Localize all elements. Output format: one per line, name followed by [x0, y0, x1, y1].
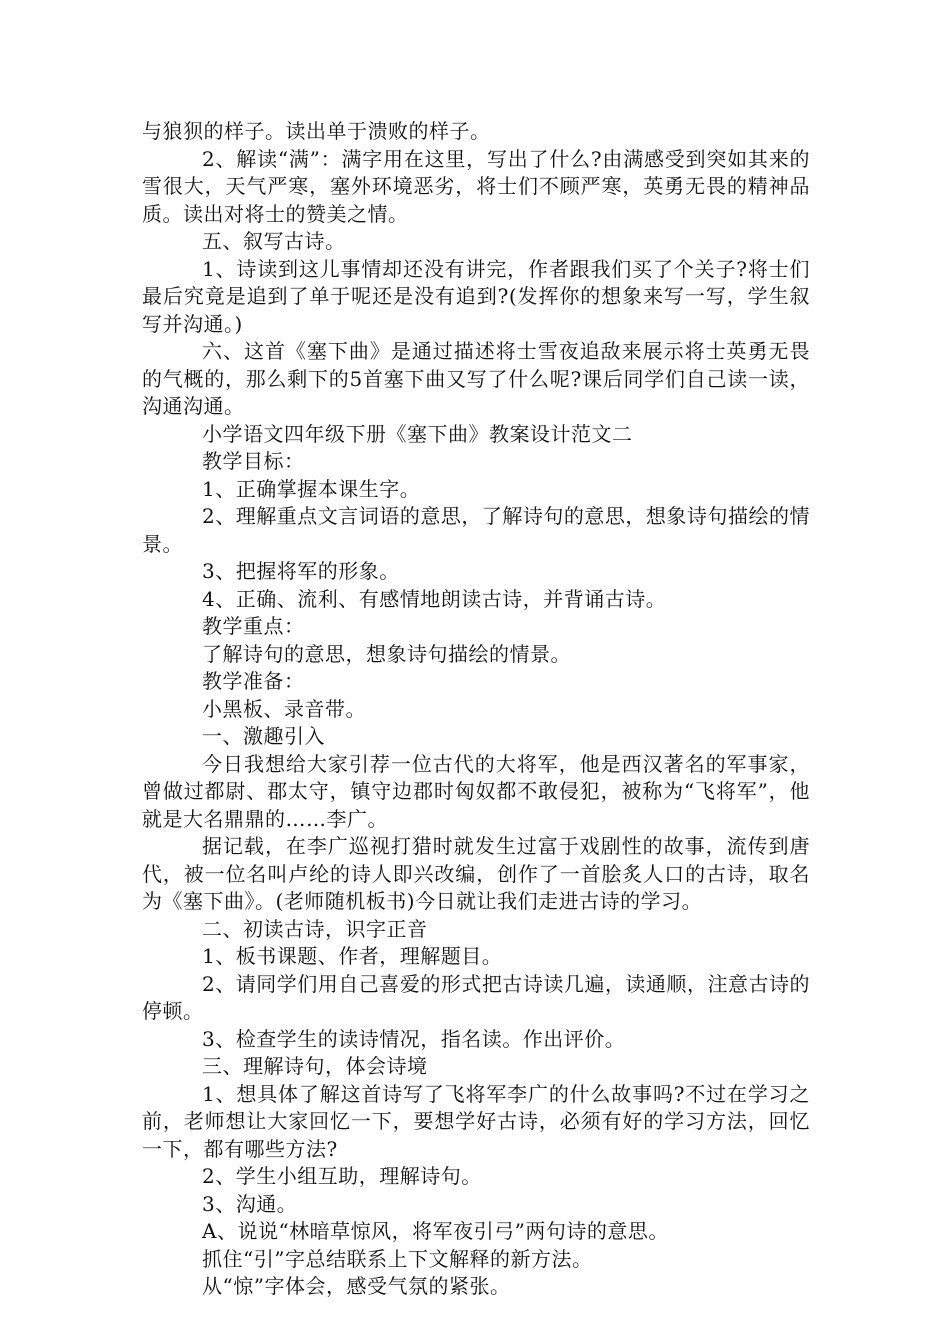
- paragraph: 今日我想给大家引荐一位古代的大将军，他是西汉著名的军事家，曾做过都尉、郡太守，镇守边郡时匈奴都不敢侵犯，被称为“飞将军”，他就是大名鼎鼎的……李广。: [142, 751, 810, 831]
- list-item: 2、理解重点文言词语的意思，了解诗句的意思，想象诗句描绘的情景。: [142, 504, 810, 556]
- list-item: 2、请同学们用自己喜爱的形式把古诗读几遍，读通顺，注意古诗的停顿。: [142, 971, 810, 1023]
- paragraph: 了解诗句的意思，想象诗句描绘的情景。: [202, 641, 571, 666]
- paragraph: 与狼狈的样子。读出单于溃败的样子。: [142, 119, 491, 143]
- list-item: 3、把握将军的形象。: [202, 559, 400, 583]
- paragraph: 从“惊”字体会，感受气氛的紧张。: [202, 1274, 511, 1298]
- section-heading: 教学目标：: [202, 449, 305, 473]
- paragraph: 小黑板、录音带。: [202, 696, 366, 721]
- list-item: 4、正确、流利、有感情地朗读古诗，并背诵古诗。: [202, 586, 667, 611]
- list-item: 1、正确掌握本课生字。: [202, 476, 421, 501]
- list-item: A、说说“林暗草惊风，将军夜引弓”两句诗的意思。: [202, 1219, 669, 1243]
- paragraph: 据记载，在李广巡视打猎时就发生过富于戏剧性的故事，流传到唐代，被一位名叫卢纶的诗人即兴改编，创作了一首脍炙人口的古诗，取名为《塞下曲》。(老师随机板书)今日就让我们走进古诗的学习。: [142, 834, 810, 913]
- section-heading: 教学重点：: [202, 614, 305, 638]
- paragraph: 1、诗读到这儿事情却还没有讲完，作者跟我们买了个关子?将士们最后究竟是追到了单于呢还是没有追到?(发挥你的想象来写一写，学生叙写并沟通。): [142, 256, 810, 336]
- section-heading: 六、这首《塞下曲》是通过描述将士雪夜追敌来展示将士英勇无畏的气概的，那么剩下的5首塞下曲又写了什么呢?课后同学们自己读一读，沟通沟通。: [142, 339, 810, 418]
- list-item: 3、检查学生的读诗情况，指名读。作出评价。: [202, 1026, 626, 1051]
- section-heading: 教学准备：: [202, 669, 305, 693]
- document-body: [142, 118, 810, 1301]
- list-item: 2、学生小组互助，理解诗句。: [202, 1164, 482, 1188]
- paragraph: 抓住“引”字总结联系上下文解释的新方法。: [202, 1246, 593, 1271]
- section-heading: 三、理解诗句，体会诗境: [202, 1054, 428, 1078]
- section-heading: 二、初读古诗，识字正音: [202, 916, 428, 941]
- section-heading: 五、叙写古诗。: [202, 229, 346, 253]
- paragraph: 2、解读“满”：满字用在这里，写出了什么?由满感受到突如其来的雪很大，天气严寒，塞外环境恶劣，将士们不顾严寒，英勇无畏的精神品质。读出对将士的赞美之情。: [142, 146, 810, 226]
- section-heading: 一、激趣引入: [202, 724, 325, 748]
- list-item: 3、沟通。: [202, 1191, 298, 1216]
- list-item: 1、板书课题、作者，理解题目。: [202, 944, 503, 968]
- list-item: 1、想具体了解这首诗写了飞将军李广的什么故事吗?不过在学习之前，老师想让大家回忆一下，要想学好古诗，必须有好的学习方法，回忆一下，都有哪些方法?: [142, 1081, 810, 1161]
- document-subtitle: 小学语文四年级下册《塞下曲》教案设计范文二: [202, 421, 633, 446]
